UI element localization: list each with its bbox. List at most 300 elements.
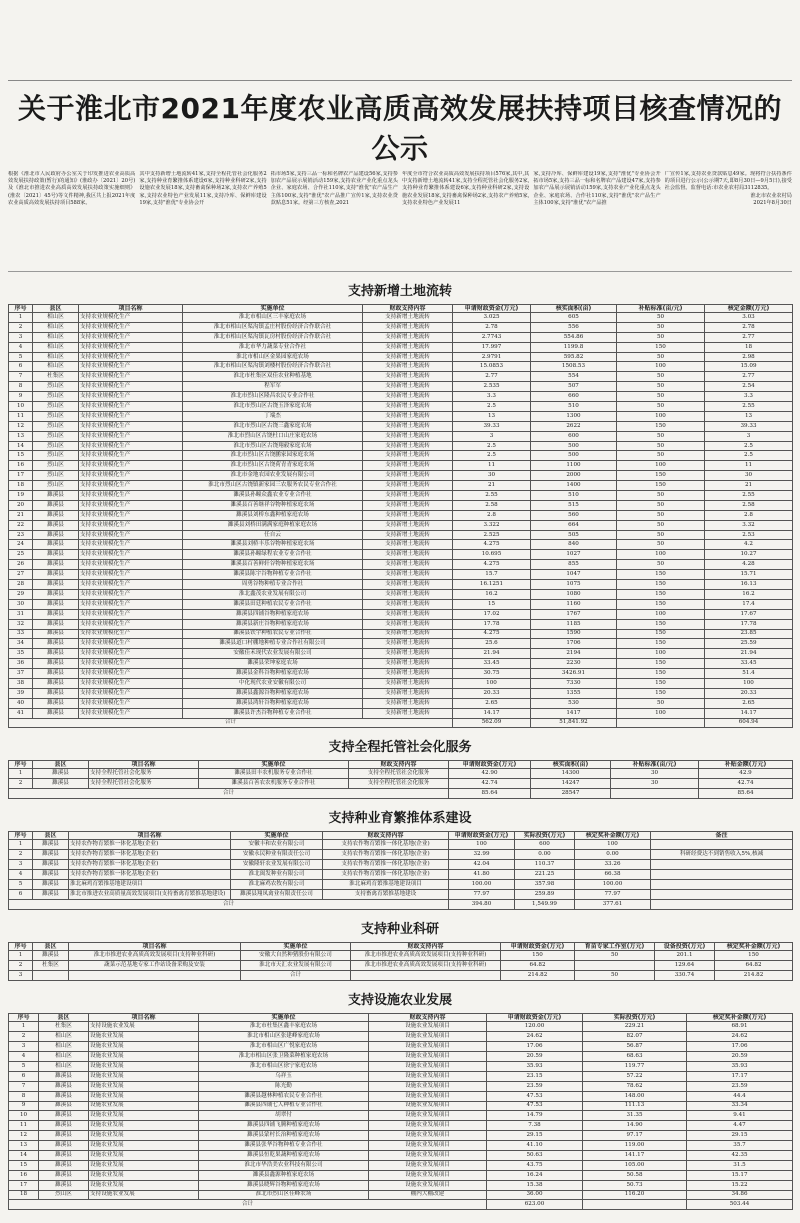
table-cell: 840 bbox=[531, 540, 617, 550]
table-cell: 3 bbox=[9, 971, 33, 981]
table-row bbox=[9, 1131, 793, 1141]
total-label: 合计 bbox=[9, 1200, 487, 1210]
table-cell: 支持农业规模化生产 bbox=[79, 589, 183, 599]
table-cell: 1300 bbox=[531, 411, 617, 421]
table-cell: 28 bbox=[9, 580, 33, 590]
table-cell: 15.09 bbox=[705, 362, 793, 372]
table-cell bbox=[651, 900, 793, 910]
table-cell: 支持新增土地流转 bbox=[363, 678, 453, 688]
table-cell: 相山区 bbox=[39, 1032, 89, 1042]
table-row bbox=[9, 840, 793, 850]
table-cell: 15 bbox=[9, 1160, 39, 1170]
land-transfer-table bbox=[8, 304, 793, 728]
table-cell: 支持农作物育繁推一体化基地(企业) bbox=[323, 860, 449, 870]
table-cell: 支持新增土地流转 bbox=[363, 599, 453, 609]
table-cell: 9 bbox=[9, 392, 33, 402]
table-row bbox=[9, 708, 793, 718]
table-cell: 36 bbox=[9, 659, 33, 669]
table-cell: 支持农业规模化生产 bbox=[79, 352, 183, 362]
table-cell: 支持农作物育繁推一体化基地(企业) bbox=[69, 870, 231, 880]
table-cell: 110.37 bbox=[515, 860, 575, 870]
section-title-facility: 支持设施农业发展 bbox=[347, 993, 452, 1009]
table-cell: 50 bbox=[617, 372, 705, 382]
table-cell: 214.82 bbox=[501, 971, 575, 981]
table-cell: 31.5 bbox=[687, 1160, 793, 1170]
table-cell: 濉溪县金科谷物种植家庭农场 bbox=[183, 669, 363, 679]
table-cell: 33.45 bbox=[705, 659, 793, 669]
table-cell: 39.33 bbox=[453, 421, 531, 431]
table-cell: 支持新增土地流转 bbox=[363, 372, 453, 382]
table-cell: 支持新增土地流转 bbox=[363, 629, 453, 639]
table-cell: 支持农业规模化生产 bbox=[79, 372, 183, 382]
table-cell: 濉溪县 bbox=[33, 560, 79, 570]
table-cell: 支持新增土地流转 bbox=[363, 352, 453, 362]
table-cell: 支持设施农业发展 bbox=[89, 1022, 199, 1032]
table-cell: 1 bbox=[9, 951, 33, 961]
table-cell: 3.3 bbox=[705, 392, 793, 402]
table-cell: 支持全程托管社会化服务 bbox=[349, 779, 449, 789]
total-label: 合计 bbox=[9, 718, 453, 728]
table-cell: 2.55 bbox=[705, 491, 793, 501]
total-value: 85.64 bbox=[699, 789, 793, 799]
table-cell: 150 bbox=[501, 951, 575, 961]
column-header: 财政支持内容 bbox=[369, 1014, 487, 1022]
table-cell: 设施农业发展项目 bbox=[369, 1101, 487, 1111]
table-row bbox=[9, 540, 793, 550]
table-cell: 4.28 bbox=[705, 560, 793, 570]
table-cell: 濉溪县 bbox=[39, 1150, 89, 1160]
newspaper-page bbox=[8, 4, 792, 1219]
notice-column-5: 家,支持冷库、保鲜库建设19家,支持"淮优"专业协会开拓市场5家,支持三品一标和名牌农产品建设47家,支持参加农产品展示展销活动159家,支持农业产业化重点龙头企业、家庭农场、合作社110家,支持"淮优"农产品生产主体100家,支持"淮优"农产品推 bbox=[533, 171, 661, 206]
table-row bbox=[9, 609, 793, 619]
table-cell: 100 bbox=[617, 461, 705, 471]
table-cell: 50 bbox=[617, 451, 705, 461]
column-header: 县区 bbox=[33, 305, 79, 313]
table-cell: 2.5 bbox=[453, 402, 531, 412]
table-cell: 330.74 bbox=[655, 971, 715, 981]
total-value: 623.00 bbox=[487, 1200, 583, 1210]
table-cell: 濉溪县 bbox=[33, 589, 79, 599]
table-row bbox=[9, 392, 793, 402]
table-cell: 100 bbox=[453, 678, 531, 688]
table-cell: 烈山区 bbox=[33, 481, 79, 491]
table-cell: 150 bbox=[617, 580, 705, 590]
table-cell: 2.53 bbox=[705, 530, 793, 540]
table-cell: 淮北市相山区张卫隆菜种植家庭农场 bbox=[199, 1052, 369, 1062]
table-cell: 11 bbox=[9, 411, 33, 421]
table-cell: 蔬菜示范基地专家工作站设备采购及安装 bbox=[69, 961, 241, 971]
table-cell: 支持畜禽育繁推基地建设 bbox=[323, 890, 449, 900]
table-cell: 14 bbox=[9, 441, 33, 451]
table-cell: 濉溪县孙疃绿程农业专业合作社 bbox=[183, 550, 363, 560]
table-cell: 600 bbox=[515, 840, 575, 850]
table-cell: 31.35 bbox=[583, 1111, 687, 1121]
notice-column-3: 拓市场5家,支持三品一标和名牌农产品建设56家,支持参加农产品展示展销活动159家,支持农业产业化重点龙头企业、家庭农场、合作社110家,支持"淮优"农产品生产主体100家,支持"淮优"农产品推广宣传1家,支持农业贷款贴息51家。经第三方核查,2021 bbox=[270, 171, 398, 206]
table-cell bbox=[651, 860, 793, 870]
table-cell: 50 bbox=[575, 951, 655, 961]
table-cell: 濉溪县 bbox=[39, 1091, 89, 1101]
table-cell: 39 bbox=[9, 688, 33, 698]
table-cell: 设施农业发展 bbox=[89, 1032, 199, 1042]
table-cell: 150 bbox=[617, 481, 705, 491]
table-cell: 357.98 bbox=[515, 880, 575, 890]
table-cell: 濉溪县 bbox=[39, 1081, 89, 1091]
total-value: 604.94 bbox=[705, 718, 793, 728]
table-row bbox=[9, 951, 793, 961]
table-cell: 设施农业发展项目 bbox=[369, 1150, 487, 1160]
table-cell: 1 bbox=[9, 1022, 39, 1032]
table-cell: 3.32 bbox=[705, 520, 793, 530]
table-cell: 13 bbox=[705, 411, 793, 421]
table-cell bbox=[611, 789, 699, 799]
table-cell: 支持农业规模化生产 bbox=[79, 560, 183, 570]
table-cell: 淮北市烈山区古饶杜口山庄家庭农场 bbox=[183, 431, 363, 441]
total-value: 1,549.99 bbox=[515, 900, 575, 910]
table-cell: 设施农业发展 bbox=[89, 1150, 199, 1160]
table-cell: 259.89 bbox=[515, 890, 575, 900]
table-cell: 支持农作物育繁推一体化基地(企业) bbox=[69, 850, 231, 860]
table-cell: 安徽隆轩农业发展有限公司 bbox=[231, 860, 323, 870]
table-cell: 支持新增土地流转 bbox=[363, 481, 453, 491]
table-cell: 1160 bbox=[531, 599, 617, 609]
column-header: 核定奖补金额(万元) bbox=[575, 832, 651, 840]
table-row bbox=[9, 322, 793, 332]
column-header: 实施单位 bbox=[231, 832, 323, 840]
table-cell: 支持农业规模化生产 bbox=[79, 491, 183, 501]
table-cell: 濉溪县 bbox=[33, 491, 79, 501]
table-cell: 14.79 bbox=[487, 1111, 583, 1121]
table-cell: 陈光勤 bbox=[199, 1081, 369, 1091]
table-cell: 支持新增土地流转 bbox=[363, 639, 453, 649]
table-cell: 1417 bbox=[531, 708, 617, 718]
table-cell: 杜集区 bbox=[33, 372, 79, 382]
table-cell: 16.13 bbox=[705, 580, 793, 590]
table-cell: 129.64 bbox=[655, 961, 715, 971]
table-row bbox=[9, 1091, 793, 1101]
table-cell: 10 bbox=[9, 1111, 39, 1121]
column-header: 财政支持内容 bbox=[323, 832, 449, 840]
table-cell: 安徽永民种业有限责任公司 bbox=[231, 850, 323, 860]
table-cell: 相山区 bbox=[33, 352, 79, 362]
table-cell bbox=[617, 718, 705, 728]
table-cell: 1199.8 bbox=[531, 342, 617, 352]
table-cell: 150 bbox=[617, 688, 705, 698]
table-cell: 100 bbox=[617, 550, 705, 560]
table-cell: 17 bbox=[9, 471, 33, 481]
table-row bbox=[9, 649, 793, 659]
table-cell: 支持新增土地流转 bbox=[363, 669, 453, 679]
table-cell: 支持农作物育繁推一体化基地(企业) bbox=[69, 860, 231, 870]
table-cell: 支持新增土地流转 bbox=[363, 500, 453, 510]
table-cell: 20 bbox=[9, 500, 33, 510]
table-cell: 5 bbox=[9, 352, 33, 362]
table-cell: 支持新增土地流转 bbox=[363, 580, 453, 590]
table-cell: 3.322 bbox=[453, 520, 531, 530]
table-cell: 150 bbox=[617, 342, 705, 352]
column-header: 项目名称 bbox=[89, 1014, 199, 1022]
table-cell: 10.695 bbox=[453, 550, 531, 560]
table-cell: 濉溪县晓辉谷物种植家庭农场 bbox=[199, 1180, 369, 1190]
table-cell: 50 bbox=[617, 520, 705, 530]
table-row bbox=[9, 779, 793, 789]
table-cell: 17.78 bbox=[453, 619, 531, 629]
table-cell: 42.74 bbox=[699, 779, 793, 789]
table-cell: 150 bbox=[617, 678, 705, 688]
table-cell: 30 bbox=[611, 779, 699, 789]
table-cell: 20.59 bbox=[687, 1052, 793, 1062]
table-cell: 濉溪县孙疃众鑫农业专业合作社 bbox=[183, 491, 363, 501]
table-cell: 664 bbox=[531, 520, 617, 530]
table-cell: 30 bbox=[705, 471, 793, 481]
table-cell: 21 bbox=[9, 510, 33, 520]
table-row bbox=[9, 1022, 793, 1032]
table-cell: 595.82 bbox=[531, 352, 617, 362]
table-cell: 35 bbox=[9, 649, 33, 659]
table-cell: 25 bbox=[9, 550, 33, 560]
table-cell: 淮北市杜集区鑫丰家庭农场 bbox=[199, 1022, 369, 1032]
table-cell: 支持农业规模化生产 bbox=[79, 510, 183, 520]
table-cell: 烈山区 bbox=[39, 1190, 89, 1200]
table-cell: 支持新增土地流转 bbox=[363, 510, 453, 520]
column-header: 补贴标准(亩/元) bbox=[611, 761, 699, 769]
table-cell: 淮北市相山区渠沟镇孟庄村股份经济合作联合社 bbox=[183, 322, 363, 332]
table-row bbox=[9, 491, 793, 501]
table-cell: 2.5 bbox=[453, 451, 531, 461]
table-cell: 支持农业规模化生产 bbox=[79, 362, 183, 372]
table-cell: 烈山区 bbox=[33, 421, 79, 431]
table-cell: 150 bbox=[617, 599, 705, 609]
total-row bbox=[9, 789, 793, 799]
table-cell: 濉溪县恒乾果蔬种植家庭农场 bbox=[199, 1150, 369, 1160]
table-row bbox=[9, 1150, 793, 1160]
table-cell: 濉溪县 bbox=[33, 860, 69, 870]
table-cell: 18 bbox=[9, 481, 33, 491]
table-cell: 周勇谷物种植专业合作社 bbox=[183, 580, 363, 590]
table-row bbox=[9, 441, 793, 451]
table-cell: 3426.91 bbox=[531, 669, 617, 679]
table-cell: 1 bbox=[9, 840, 33, 850]
table-cell: 淮北市推进农业高质高效发展项目(支持种业科研) bbox=[351, 951, 501, 961]
column-header: 项目名称 bbox=[69, 943, 241, 951]
table-cell: 濉溪县陈宇谷物种植专业合作社 bbox=[183, 570, 363, 580]
table-cell: 1027 bbox=[531, 550, 617, 560]
table-cell: 淮北市相山区渠沟镇刘楼村股份经济合作联合社 bbox=[183, 362, 363, 372]
table-cell: 濉溪县鸿轩谷物种植家庭农场 bbox=[183, 698, 363, 708]
table-cell: 17.06 bbox=[687, 1042, 793, 1052]
table-cell: 15 bbox=[9, 451, 33, 461]
column-header: 补贴金额(万元) bbox=[699, 761, 793, 769]
table-cell: 50 bbox=[617, 431, 705, 441]
table-cell: 淮北市相山区徐宁家庭农场 bbox=[199, 1061, 369, 1071]
table-cell: 12 bbox=[9, 1131, 39, 1141]
table-cell: 2.5 bbox=[705, 451, 793, 461]
table-cell: 支持农业规模化生产 bbox=[79, 659, 183, 669]
table-cell: 濉溪县鑫源谷物种植家庭农场 bbox=[183, 688, 363, 698]
table-cell: 杜集区 bbox=[39, 1022, 89, 1032]
table-row bbox=[9, 698, 793, 708]
table-cell: 4.2 bbox=[705, 540, 793, 550]
table-cell: 3 bbox=[9, 332, 33, 342]
table-cell: 13 bbox=[9, 1141, 39, 1151]
table-cell: 150 bbox=[617, 589, 705, 599]
column-header: 设备投资(万元) bbox=[655, 943, 715, 951]
table-cell: 100.00 bbox=[575, 880, 651, 890]
column-header: 县区 bbox=[39, 1014, 89, 1022]
table-cell: 烈山区 bbox=[33, 471, 79, 481]
table-cell: 530 bbox=[531, 698, 617, 708]
table-cell: 支持农业规模化生产 bbox=[79, 402, 183, 412]
table-cell: 7 bbox=[9, 1081, 39, 1091]
column-header: 财政支持内容 bbox=[363, 305, 453, 313]
table-cell: 支持农业规模化生产 bbox=[79, 649, 183, 659]
table-cell: 乌祥玉 bbox=[199, 1071, 369, 1081]
table-cell: 1400 bbox=[531, 481, 617, 491]
table-cell: 支持农业规模化生产 bbox=[79, 441, 183, 451]
table-cell: 4.47 bbox=[687, 1121, 793, 1131]
table-cell: 支持农业规模化生产 bbox=[79, 481, 183, 491]
table-cell: 设施农业发展项目 bbox=[369, 1111, 487, 1121]
table-row bbox=[9, 629, 793, 639]
table-cell: 濉溪县 bbox=[33, 599, 79, 609]
table-cell: 濉溪县 bbox=[33, 570, 79, 580]
table-row bbox=[9, 570, 793, 580]
table-cell: 杜集区 bbox=[33, 961, 69, 971]
table-cell: 16.1251 bbox=[453, 580, 531, 590]
table-cell: 3.3 bbox=[453, 392, 531, 402]
table-cell: 2.77 bbox=[453, 372, 531, 382]
table-cell: 3 bbox=[453, 431, 531, 441]
table-cell: 设施农业发展 bbox=[89, 1061, 199, 1071]
table-cell: 支持农业规模化生产 bbox=[79, 530, 183, 540]
table-cell: 设施农业发展项目 bbox=[369, 1061, 487, 1071]
table-cell: 51.4 bbox=[705, 669, 793, 679]
column-header: 备注 bbox=[651, 832, 793, 840]
table-cell: 支持新增土地流转 bbox=[363, 688, 453, 698]
table-cell: 设施农业发展项目 bbox=[369, 1042, 487, 1052]
table-cell: 18 bbox=[705, 342, 793, 352]
table-cell: 77.97 bbox=[449, 890, 515, 900]
table-cell: 2.55 bbox=[705, 402, 793, 412]
table-cell: 2.8 bbox=[705, 510, 793, 520]
table-cell: 500 bbox=[531, 451, 617, 461]
table-cell: 濉溪县 bbox=[33, 530, 79, 540]
table-cell: 4 bbox=[9, 870, 33, 880]
table-cell: 相山区 bbox=[33, 332, 79, 342]
total-value: 28547 bbox=[531, 789, 611, 799]
table-row bbox=[9, 1042, 793, 1052]
column-header: 补贴标准(亩/元) bbox=[617, 305, 705, 313]
table-cell: 安徽丰和农业有限公司 bbox=[231, 840, 323, 850]
table-cell: 淮北市华力蔬菜专业合作社 bbox=[183, 342, 363, 352]
table-cell: 855 bbox=[531, 560, 617, 570]
table-cell: 支持新增土地流转 bbox=[363, 570, 453, 580]
table-cell: 15.7 bbox=[453, 570, 531, 580]
table-cell: 38 bbox=[9, 678, 33, 688]
table-cell: 6 bbox=[9, 1071, 39, 1081]
table-cell: 支持新增土地流转 bbox=[363, 659, 453, 669]
table-cell: 支持新增土地流转 bbox=[363, 411, 453, 421]
table-cell: 100 bbox=[617, 649, 705, 659]
table-cell: 烈山区 bbox=[33, 461, 79, 471]
table-row bbox=[9, 599, 793, 609]
table-cell: 150 bbox=[617, 629, 705, 639]
table-cell: 支持新增土地流转 bbox=[363, 550, 453, 560]
table-cell: 濉溪县百善农农机服务专业合作社 bbox=[199, 779, 349, 789]
table-cell: 濉溪县 bbox=[33, 649, 79, 659]
table-cell: 淮北市推进农业高质高效发展项目(支持种业科研) bbox=[351, 961, 501, 971]
table-cell: 21 bbox=[453, 481, 531, 491]
table-cell: 116.20 bbox=[583, 1190, 687, 1200]
table-cell: 3 bbox=[9, 1042, 39, 1052]
table-cell: 支持农业规模化生产 bbox=[79, 609, 183, 619]
column-header: 序号 bbox=[9, 761, 33, 769]
table-cell: 淮北市相山区广悦家庭农场 bbox=[199, 1042, 369, 1052]
column-header: 育苗专家工作室(万元) bbox=[575, 943, 655, 951]
table-cell: 濉溪县鑫源种植家庭农场 bbox=[199, 1170, 369, 1180]
table-cell: 119.77 bbox=[583, 1061, 687, 1071]
table-cell: 淮北市相山区金果园家庭农场 bbox=[183, 352, 363, 362]
table-cell: 设施农业发展项目 bbox=[369, 1022, 487, 1032]
table-cell: 支持新增土地流转 bbox=[363, 322, 453, 332]
column-header: 项目名称 bbox=[69, 832, 231, 840]
breeding-system-table bbox=[8, 831, 793, 910]
table-row bbox=[9, 870, 793, 880]
table-row bbox=[9, 890, 793, 900]
table-cell: 濉溪县 bbox=[39, 1101, 89, 1111]
table-cell: 濉溪县四铺飞腾种植家庭农场 bbox=[199, 1121, 369, 1131]
table-row bbox=[9, 659, 793, 669]
table-cell: 10.27 bbox=[705, 550, 793, 560]
column-header: 申请财政资金(万元) bbox=[449, 761, 531, 769]
table-cell: 7.38 bbox=[487, 1121, 583, 1131]
table-cell: 5 bbox=[9, 880, 33, 890]
table-cell: 2.78 bbox=[705, 322, 793, 332]
table-cell: 设施农业发展项目 bbox=[369, 1052, 487, 1062]
table-row bbox=[9, 1121, 793, 1131]
table-cell: 50 bbox=[617, 560, 705, 570]
table-cell: 支持农业规模化生产 bbox=[79, 619, 183, 629]
total-row bbox=[9, 1200, 793, 1210]
table-cell: 50 bbox=[617, 382, 705, 392]
section-title-breeding: 支持种业育繁推体系建设 bbox=[328, 811, 472, 827]
table-cell: 14.90 bbox=[583, 1121, 687, 1131]
table-row bbox=[9, 342, 793, 352]
table-cell: 1508.53 bbox=[531, 362, 617, 372]
table-cell: 淮北市烈山区古饶镇新家园三农服务农民专业合作社 bbox=[183, 481, 363, 491]
table-cell: 相山区 bbox=[33, 322, 79, 332]
table-cell: 濉溪县 bbox=[33, 688, 79, 698]
table-cell: 支持新增土地流转 bbox=[363, 698, 453, 708]
table-cell: 支持新增土地流转 bbox=[363, 392, 453, 402]
table-cell: 淮北麻鸡育繁推基地建设项目 bbox=[323, 880, 449, 890]
table-cell: 相山区 bbox=[33, 313, 79, 323]
table-cell: 设施农业发展 bbox=[89, 1071, 199, 1081]
table-cell: 设施农业发展项目 bbox=[369, 1091, 487, 1101]
column-header: 财政支持内容 bbox=[351, 943, 501, 951]
table-cell: 50 bbox=[617, 322, 705, 332]
table-cell: 15 bbox=[453, 599, 531, 609]
table-cell: 510 bbox=[531, 491, 617, 501]
table-cell: 淮北市烈山区古饶三鑫家庭农场 bbox=[183, 421, 363, 431]
table-cell: 100 bbox=[449, 840, 515, 850]
column-header: 申请财政资金(万元) bbox=[453, 305, 531, 313]
table-cell: 23.59 bbox=[687, 1081, 793, 1091]
table-cell: 濉溪县许杰谷物种植专业合作社 bbox=[183, 708, 363, 718]
table-row bbox=[9, 1032, 793, 1042]
table-cell: 100 bbox=[617, 708, 705, 718]
column-header: 申请财政资金(万元) bbox=[501, 943, 575, 951]
table-cell: 23 bbox=[9, 530, 33, 540]
